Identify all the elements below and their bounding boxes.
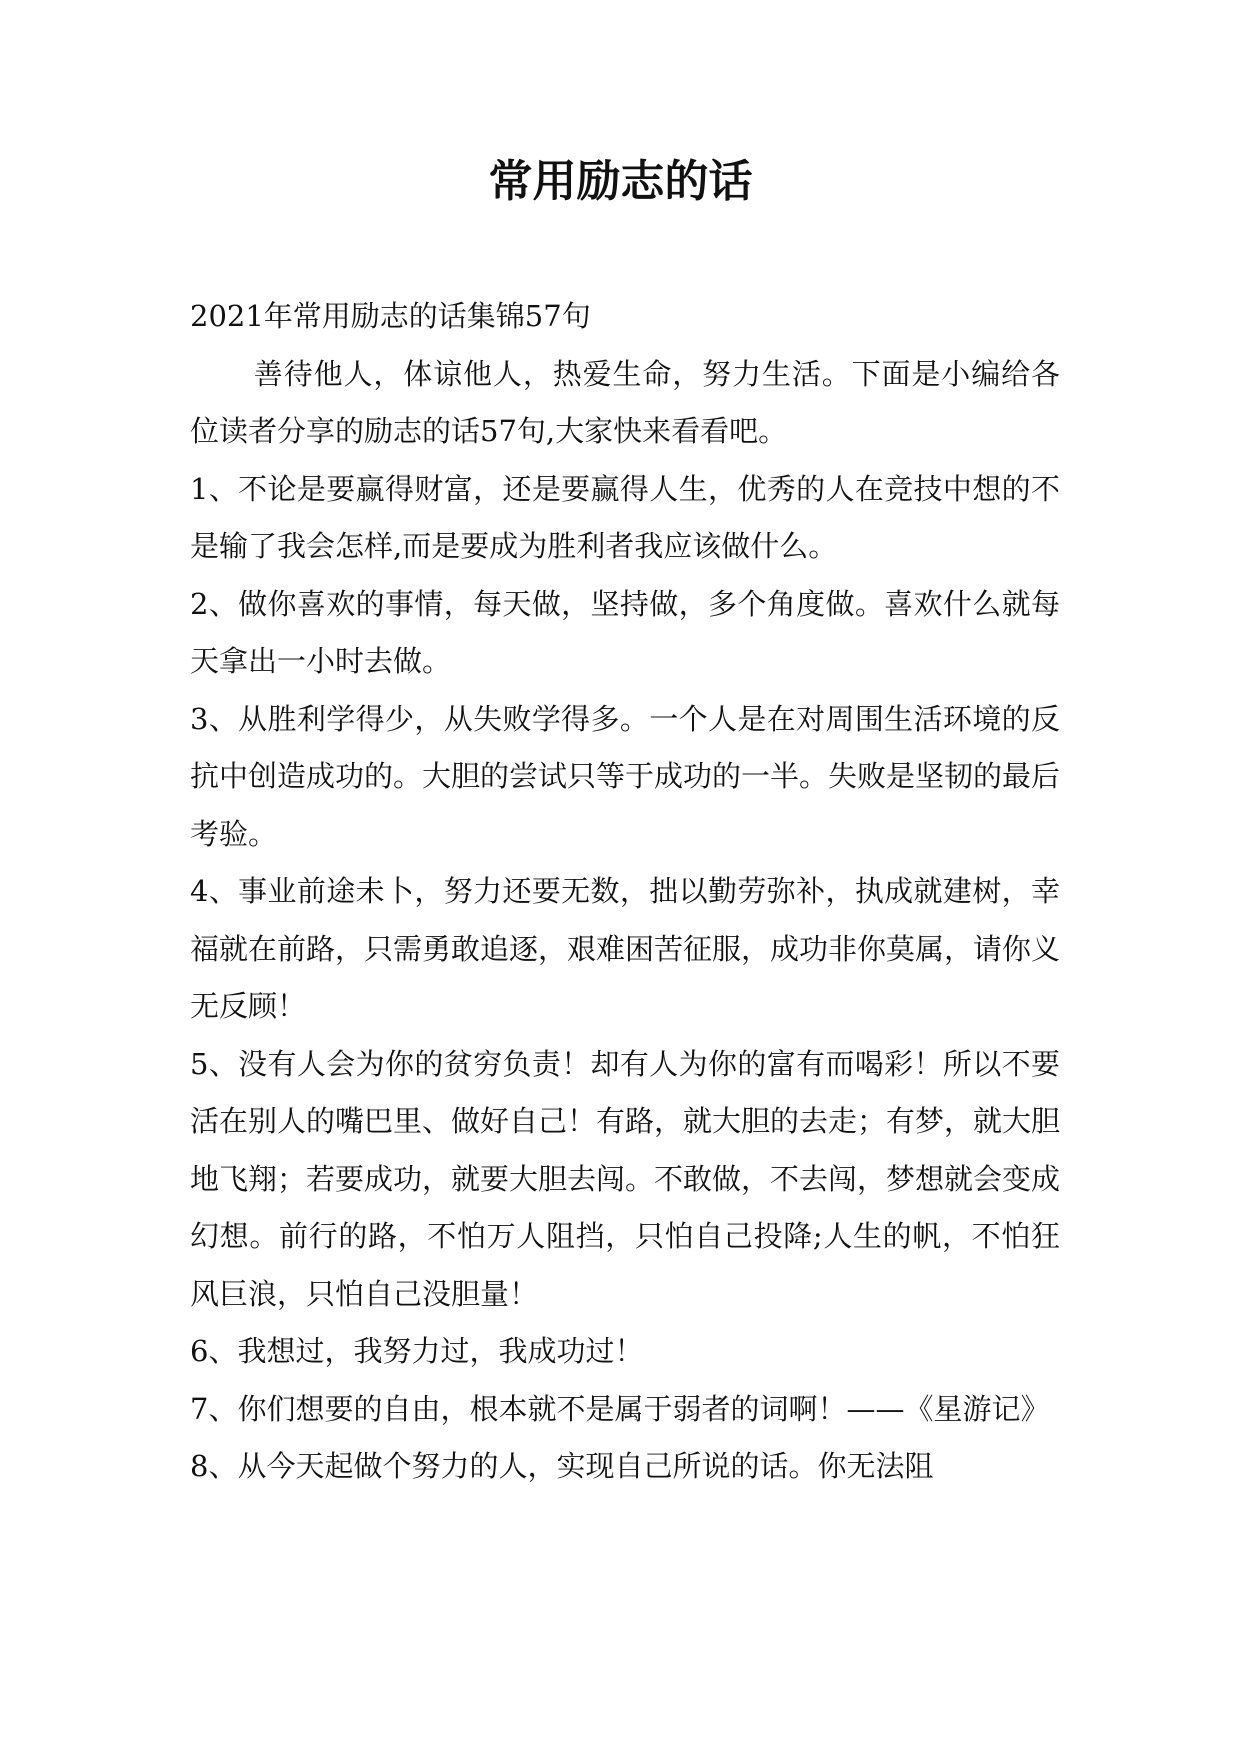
page-title: 常用励志的话 [488,156,753,207]
document-body [190,288,1060,1496]
list-item-1: 1、不论是要赢得财富，还是要赢得人生，优秀的人在竞技中想的不是输了我会怎样,而是要成为胜利者我应该做什么。 [190,471,1060,563]
list-item-7: 7、你们想要的自由，根本就不是属于弱者的词啊！——《星游记》 [190,1391,1050,1426]
list-item-8: 8、从今天起做个努力的人，实现自己所说的话。你无法阻 [190,1449,934,1483]
list-item-2: 2、做你喜欢的事情，每天做，坚持做，多个角度做。喜欢什么就每天拿出一小时去做。 [190,586,1060,678]
list-item-5: 5、没有人会为你的贫穷负责！却有人为你的富有而喝彩！所以不要活在别人的嘴巴里、做好自己！有路，就大胆的去走；有梦，就大胆地飞翔；若要成功，就要大胆去闯。不敢做，不去闯，梦想就会变成幻想。前行的路，不怕万人阻挡，只怕自己投降;人生的帆，不怕狂风巨浪，只怕自己没胆量！ [190,1046,1061,1311]
subtitle-line: 2021年常用励志的话集锦57句 [190,299,591,333]
intro-paragraph: 善待他人，体谅他人，热爱生命，努力生活。下面是小编给各位读者分享的励志的话57句,大家快来看看吧。 [190,356,1060,448]
list-item-3: 3、从胜利学得少，从失败学得多。一个人是在对周围生活环境的反抗中创造成功的。大胆的尝试只等于成功的一半。失败是坚韧的最后考验。 [190,701,1061,851]
list-item-4: 4、事业前途未卜，努力还要无数，拙以勤劳弥补，执成就建树，幸福就在前路，只需勇敢追逐，艰难困苦征服，成功非你莫属，请你义无反顾！ [190,874,1061,1023]
list-item-6: 6、我想过，我努力过，我成功过！ [190,1334,644,1368]
